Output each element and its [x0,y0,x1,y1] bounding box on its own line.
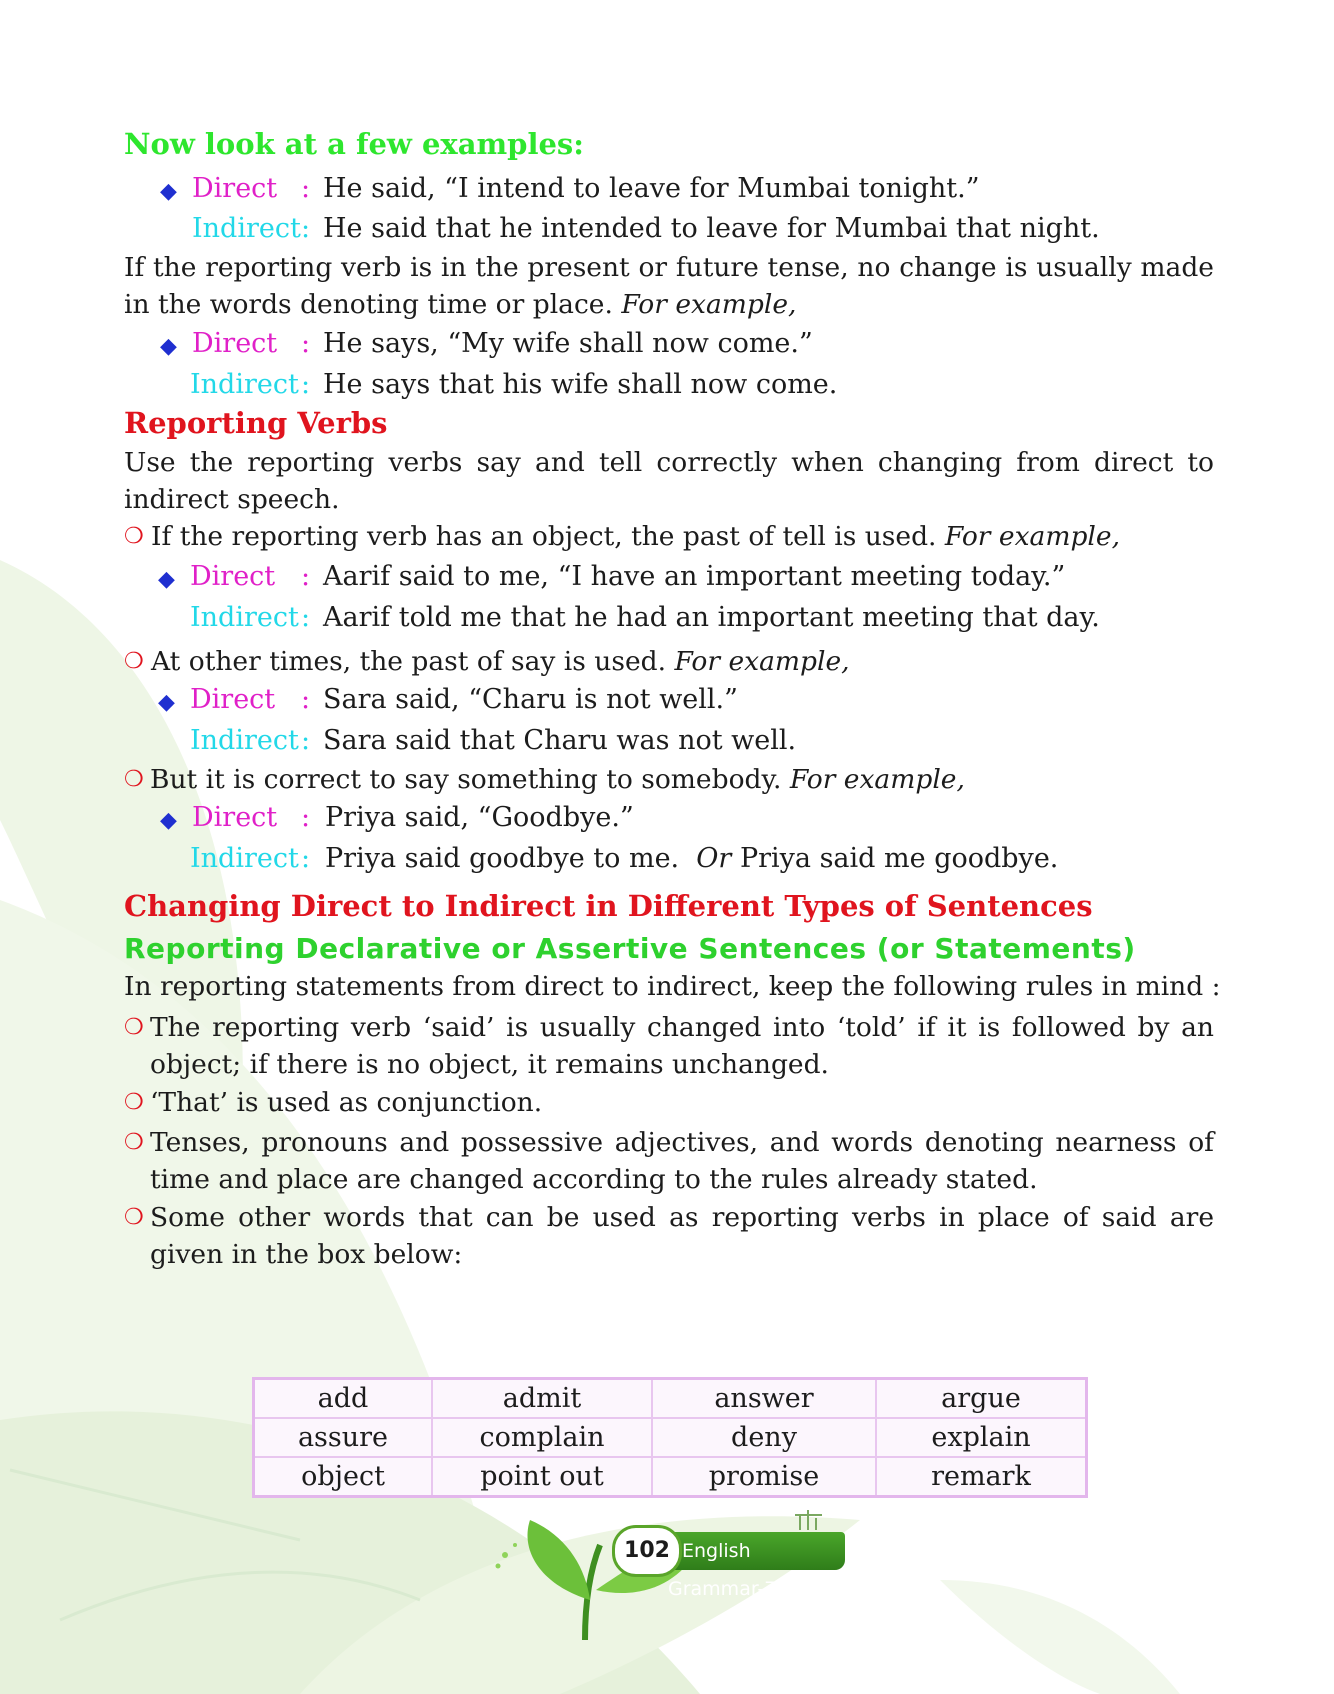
changing-heading: Changing Direct to Indirect in Different Types of Sentences [124,889,1093,923]
indirect-example-1: He said that he intended to leave for Mumbai that night. [323,213,1100,244]
table-cell: argue [876,1379,1087,1419]
direct-label: Direct [190,561,276,592]
table-cell: complain [432,1418,652,1457]
direct-example-3: Aarif said to me, “I have an important meeting today.” [323,561,1066,592]
colon-separator: : [301,369,311,400]
indirect-label: Indirect [190,602,299,633]
indirect-example-4: Sara said that Charu was not well. [323,725,797,756]
reporting-verbs-table [252,1377,1088,1498]
rule-2-text: ‘That’ is used as conjunction. [150,1087,543,1118]
for-example-text: For example, [944,521,1120,552]
colon-separator: : [301,602,311,633]
for-example-text: For example, [674,646,850,677]
declarative-heading: Reporting Declarative or Assertive Sentences (or Statements) [124,932,1136,965]
table-row [254,1457,1087,1497]
for-example-text: For example, [621,289,797,320]
bullet-text: If the reporting verb has an object, the past of tell is used. [151,521,937,552]
diamond-bullet-icon: ◆ [160,179,177,204]
or-text: Or [696,843,732,874]
circle-bullet-icon: ❍ [124,649,144,674]
rule-4-text: Some other words that can be used as reporting verbs in place of said are given in the box below: [150,1202,1214,1270]
table-cell: object [254,1457,433,1497]
indirect-label: Indirect [192,213,301,244]
indirect-example-3: Aarif told me that he had an important meeting that day. [323,602,1100,633]
circle-bullet-icon: ❍ [124,1090,144,1115]
examples-heading: Now look at a few examples: [124,127,584,161]
bullet-text: But it is correct to say something to somebody. [150,764,782,795]
colon-separator: : [301,843,311,874]
rule-3-text: Tenses, pronouns and possessive adjectives, and words denoting nearness of time and place are changed according to the rules already stated. [150,1127,1214,1195]
circle-bullet-icon: ❍ [124,1205,144,1230]
direct-example-1: He said, “I intend to leave for Mumbai tonight.” [323,173,980,204]
table-cell: add [254,1379,433,1419]
direct-label: Direct [192,802,278,833]
table-row [254,1379,1087,1419]
bullet-other-text [151,643,850,680]
circle-bullet-icon: ❍ [124,524,144,549]
direct-label: Direct [192,328,278,359]
rules-intro-text: In reporting statements from direct to indirect, keep the following rules in mind : [124,971,1221,1002]
indirect-text-a: Priya said goodbye to me. [325,843,680,874]
colon-separator: : [301,173,311,204]
for-example-text: For example, [789,764,965,795]
indirect-example-2: He says that his wife shall now come. [323,369,838,400]
table-cell: deny [652,1418,876,1457]
colon-separator: : [301,684,311,715]
diamond-bullet-icon: ◆ [160,808,177,833]
bullet-text: At other times, the past of say is used. [151,646,667,677]
table-cell: admit [432,1379,652,1419]
use-verbs-paragraph: Use the reporting verbs say and tell correctly when changing from direct to indirect speech. [124,447,1214,515]
colon-separator: : [301,561,311,592]
circle-bullet-icon: ❍ [124,1015,144,1040]
direct-example-2: He says, “My wife shall now come.” [323,328,813,359]
page-number: 102 [612,1525,682,1577]
table-cell: assure [254,1418,433,1457]
direct-example-4: Sara said, “Charu is not well.” [323,684,738,715]
direct-label: Direct [190,684,276,715]
indirect-label: Indirect [190,369,299,400]
diamond-bullet-icon: ◆ [160,334,177,359]
indirect-label: Indirect [190,843,299,874]
circle-bullet-icon: ❍ [124,1130,144,1155]
table-cell: promise [652,1457,876,1497]
direct-example-5: Priya said, “Goodbye.” [325,802,634,833]
rule-1-text: The reporting verb ‘said’ is usually changed into ‘told’ if it is followed by an object; if there is no object, it remains unchanged. [150,1012,1214,1080]
indirect-label: Indirect [190,725,299,756]
table-cell: point out [432,1457,652,1497]
colon-separator: : [301,802,311,833]
circle-bullet-icon: ❍ [124,767,144,792]
diamond-bullet-icon: ◆ [158,567,175,592]
indirect-text-b: Priya said me goodbye. [739,843,1059,874]
reporting-verbs-heading: Reporting Verbs [124,406,388,440]
colon-separator: : [301,725,311,756]
bullet-object-text [151,518,1120,555]
present-future-paragraph [124,249,1214,323]
colon-separator: : [301,328,311,359]
table-row [254,1418,1087,1457]
table-cell: answer [652,1379,876,1419]
direct-label: Direct [192,173,278,204]
paragraph-text: If the reporting verb is in the present or future tense, no change is usually made in the words denoting time or place. [124,252,1214,320]
bullet-correct-text [150,761,965,798]
table-cell: remark [876,1457,1087,1497]
indirect-example-5 [325,843,1058,874]
colon-separator: : [301,213,311,244]
diamond-bullet-icon: ◆ [158,690,175,715]
book-title: English Grammar-7 [668,1540,777,1600]
table-cell: explain [876,1418,1087,1457]
